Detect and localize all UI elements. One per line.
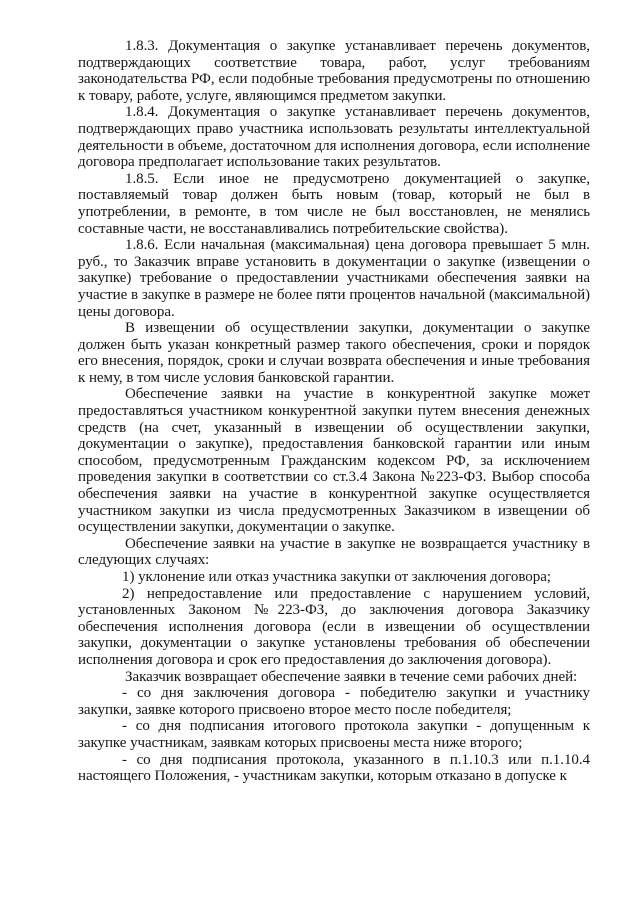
document-page	[78, 38, 590, 888]
list-item-return-3: - со дня подписания протокола, указанного в п.1.10.3 или п.1.10.4 настоящего Положения, - участникам закупки, которым отказано в допуске к	[78, 751, 590, 785]
paragraph-1-8-3: 1.8.3. Документация о закупке устанавливает перечень документов, подтверждающих соответствие товара, работ, услуг требованиям законодательства РФ, если подобные требования предусмотрены по отношению к товару, работе, услуге, являющимся предметом закупки.	[78, 38, 590, 104]
paragraph-1-8-6: 1.8.6. Если начальная (максимальная) цена договора превышает 5 млн. руб., то Заказчик вправе установить в документации о закупке (извещении о закупке) требование о предоставлении участниками обеспечения заявки на участие в закупке в размере не более пяти процентов начальной (максимальной) цены договора.	[78, 237, 590, 320]
paragraph-return-terms: Заказчик возвращает обеспечение заявки в течение семи рабочих дней:	[125, 668, 578, 685]
list-item-return-1: - со дня заключения договора - победителю закупки и участнику закупки, заявке которого присвоено второе место после победителя;	[78, 685, 590, 718]
paragraph-1-8-5: 1.8.5. Если иное не предусмотрено документацией о закупке, поставляемый товар должен быть новым (товар, который не был в употреблении, в ремонте, в том числе не был восстановлен, не менялись составные части, не восстанавливались потребительские свойства).	[78, 170, 590, 237]
paragraph-security-methods: Обеспечение заявки на участие в конкурентной закупке может предоставляться участником конкурентной закупки путем внесения денежных средств (на счет, указанный в извещении об осуществлении закупки, документации о закупке), предоставления банковской гарантии или иным способом, предусмотренным Гражданским кодексом РФ, за исключением проведения закупки в соответствии со ст.3.4 Закона №223-ФЗ. Выбор способа обеспечения заявки на участие в конкурентной закупке осуществляется участником закупки из числа предусмотренных Заказчиком в извещении об осуществлении закупки, документации о закупке.	[78, 386, 590, 536]
list-item-non-return-1: 1) уклонение или отказ участника закупки от заключения договора;	[122, 569, 551, 585]
paragraph-non-return-cases: Обеспечение заявки на участие в закупке не возвращается участнику в следующих случаях:	[78, 535, 590, 569]
list-item-non-return-2: 2) непредоставление или предоставление с нарушением условий, установленных Законом №223-ФЗ, до заключения договора Заказчику обеспечения исполнения договора (если в извещении об осуществлении закупки, документации о закупке установлены требования об обеспечении исполнения договора и срок его предоставления до заключения договора).	[78, 585, 590, 668]
list-item-return-2: - со дня подписания итогового протокола закупки - допущенным к закупке участникам, заявкам которых присвоены места ниже второго;	[78, 718, 590, 751]
paragraph-security-notice: В извещении об осуществлении закупки, документации о закупке должен быть указан конкретный размер такого обеспечения, сроки и порядок его внесения, порядок, сроки и случаи возврата обеспечения и иные требования к нему, в том числе условия банковской гарантии.	[78, 320, 590, 386]
paragraph-1-8-4: 1.8.4. Документация о закупке устанавливает перечень документов, подтверждающих право участника использовать результаты интеллектуальной деятельности в объеме, достаточном для исполнения договора, если исполнение договора предполагает использование таких результатов.	[78, 104, 590, 171]
